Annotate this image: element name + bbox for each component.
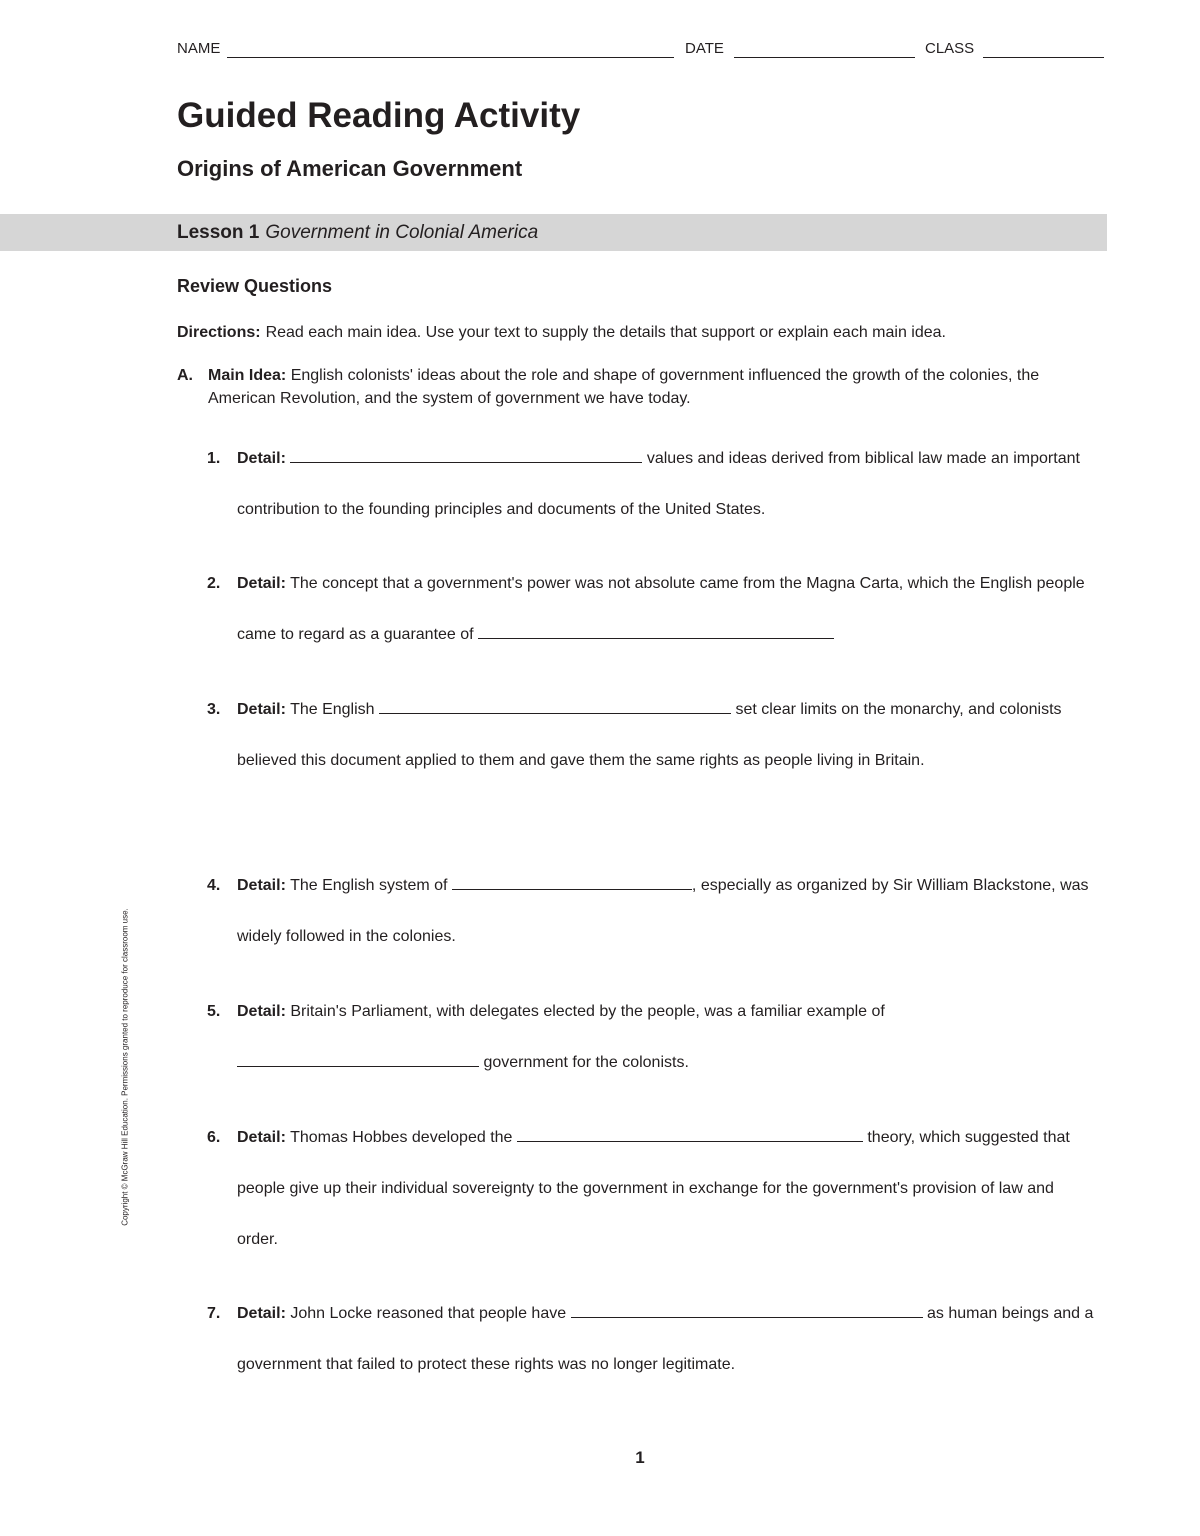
copyright-notice: Copyright © McGraw Hill Education. Permissions granted to reproduce for classroom use.: [120, 908, 130, 1226]
detail-text-after: set clear limits on the monarchy, and colonists believed this document applied to them and gave them the same rights as people living in Britain.: [237, 701, 1062, 769]
detail-label: Detail:: [237, 1305, 286, 1322]
detail-item: [207, 684, 1097, 786]
directions-label: Directions:: [177, 324, 261, 341]
detail-item: [207, 433, 1097, 535]
answer-blank[interactable]: [237, 1053, 479, 1067]
detail-text-before: The concept that a government's power was not absolute came from the Magna Carta, which the English people came to regard as a guarantee of: [237, 575, 1085, 643]
detail-number: 6.: [207, 1129, 221, 1146]
class-label: CLASS: [925, 40, 975, 57]
page-title: Guided Reading Activity: [177, 96, 581, 135]
detail-label: Detail:: [237, 450, 286, 467]
detail-number: 3.: [207, 701, 221, 718]
chapter-subtitle: Origins of American Government: [177, 156, 523, 181]
detail-number: 2.: [207, 575, 221, 592]
main-idea-letter: A.: [177, 367, 193, 384]
detail-item: [207, 860, 1097, 962]
detail-text-after: government for the colonists.: [483, 1054, 689, 1071]
detail-label: Detail:: [237, 877, 286, 894]
answer-blank[interactable]: [571, 1304, 923, 1318]
detail-number: 4.: [207, 877, 221, 894]
detail-label: Detail:: [237, 701, 286, 718]
detail-text-after: theory, which suggested that people give up their individual sovereignty to the government in exchange for the government's provision of law and order.: [237, 1129, 1070, 1248]
detail-text-before: The English system of: [290, 877, 448, 894]
detail-item: [207, 558, 1097, 660]
main-idea-label: Main Idea:: [208, 367, 287, 384]
answer-blank[interactable]: [452, 876, 692, 890]
main-idea-text: English colonists' ideas about the role and shape of government influenced the growth of the colonies, the American Revolution, and the system of government we have today.: [208, 367, 1040, 407]
page-number: 1: [635, 1448, 645, 1467]
detail-text-before: Thomas Hobbes developed the: [290, 1129, 513, 1146]
name-field[interactable]: [227, 57, 674, 58]
main-idea: [177, 364, 1077, 410]
answer-blank[interactable]: [379, 700, 731, 714]
detail-text-after: values and ideas derived from biblical law made an important contribution to the founding principles and documents of the United States.: [237, 450, 1080, 518]
answer-blank[interactable]: [478, 625, 834, 639]
answer-blank[interactable]: [517, 1128, 863, 1142]
answer-blank[interactable]: [290, 449, 642, 463]
name-label: NAME: [177, 40, 221, 57]
lesson-name: Government in Colonial America: [265, 222, 539, 243]
lesson-number: Lesson 1: [177, 222, 260, 243]
detail-text-after: , especially as organized by Sir William Blackstone, was widely followed in the colonies.: [237, 877, 1089, 945]
detail-label: Detail:: [237, 575, 286, 592]
detail-label: Detail:: [237, 1003, 286, 1020]
detail-item: [207, 986, 1097, 1088]
detail-number: 1.: [207, 450, 221, 467]
directions: [177, 324, 946, 342]
lesson-banner: [0, 214, 1107, 251]
student-info-fields: [177, 40, 1104, 62]
detail-text-before: The English: [290, 701, 375, 718]
class-field[interactable]: [983, 57, 1104, 58]
date-label: DATE: [685, 40, 724, 57]
detail-text-after: as human beings and a government that failed to protect these rights was no longer legitimate.: [237, 1305, 1094, 1373]
date-field[interactable]: [734, 57, 915, 58]
detail-label: Detail:: [237, 1129, 286, 1146]
detail-text-before: Britain's Parliament, with delegates elected by the people, was a familiar example of: [290, 1003, 885, 1020]
directions-text: Read each main idea. Use your text to supply the details that support or explain each main idea.: [265, 324, 946, 341]
detail-text-before: John Locke reasoned that people have: [290, 1305, 567, 1322]
detail-item: [207, 1288, 1097, 1390]
section-heading: Review Questions: [177, 276, 333, 296]
detail-item: [207, 1112, 1097, 1265]
detail-number: 7.: [207, 1305, 221, 1322]
detail-number: 5.: [207, 1003, 221, 1020]
